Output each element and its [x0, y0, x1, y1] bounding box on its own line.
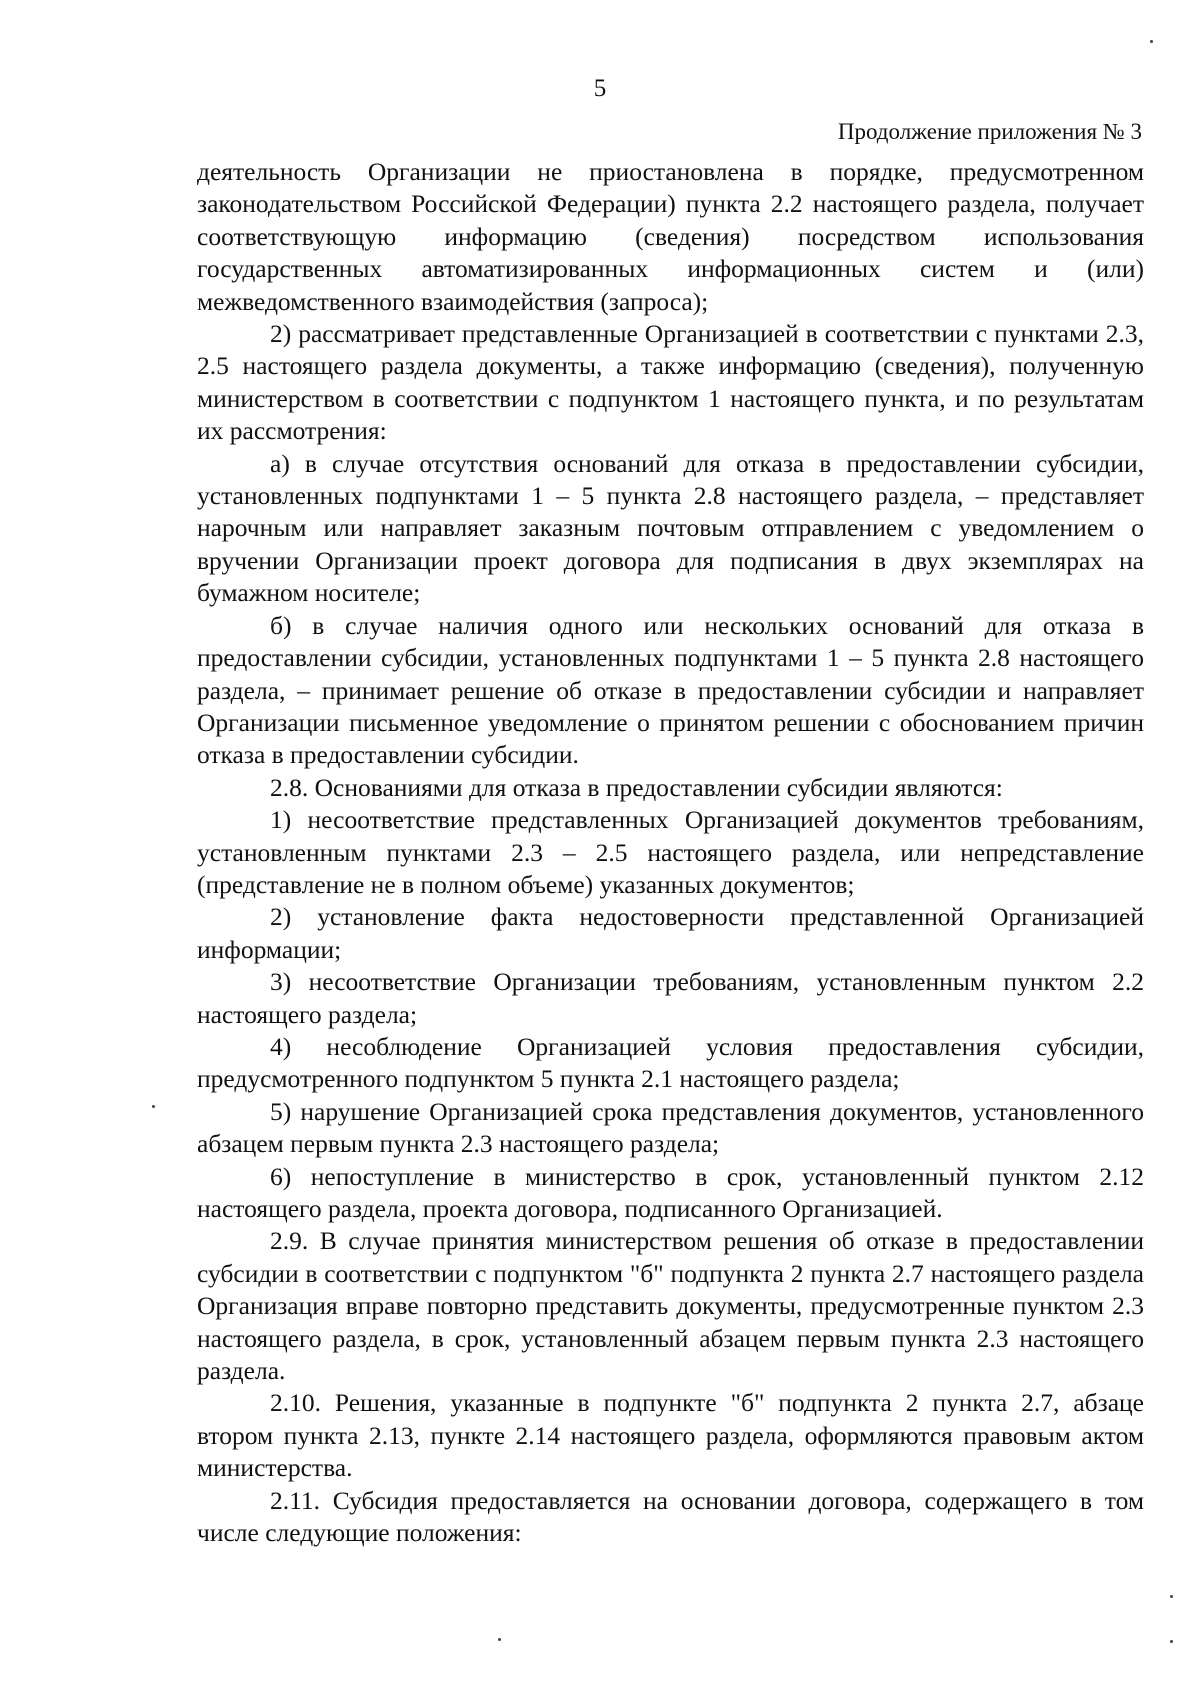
paragraph-ground-3: 3) несоответствие Организации требованиям, установленным пунктом 2.2 настоящего раздела; — [197, 967, 1144, 1029]
scan-speck — [1170, 1595, 1173, 1598]
paragraph-continuation: деятельность Организации не приостановлена в порядке, предусмотренном законодательством Российской Федерации) пункта 2.2 настоящего раздела, получает соответствующую информацию (сведения) посредством использования государственных автоматизированных информационных систем и (или) межведомственного взаимодействия (запроса); — [197, 157, 1144, 316]
page-number: 5 — [593, 75, 607, 102]
paragraph-ground-4: 4) несоблюдение Организацией условия предоставления субсидии, предусмотренного подпунктом 5 пункта 2.1 настоящего раздела; — [197, 1031, 1144, 1094]
document-body — [197, 156, 1144, 1549]
paragraph-ground-1: 1) несоответствие представленных Организацией документов требованиям, установленным пунктами 2.3 – 2.5 настоящего раздела, или непредставление (представление не в полном объеме) указанных документов; — [197, 805, 1144, 899]
appendix-continuation-note: Продолжение приложения № 3 — [837, 119, 1142, 144]
paragraph-item-2: 2) рассматривает представленные Организацией в соответствии с пунктами 2.3, 2.5 настоящего раздела документы, а также информацию (сведения), полученную министерством в соответствии с подпунктом 1 настоящего пункта, и по результатам их рассмотрения: — [197, 319, 1144, 446]
scan-speck — [498, 1638, 501, 1641]
scan-speck — [1170, 1640, 1173, 1643]
paragraph-section-2-8: 2.8. Основаниями для отказа в предоставлении субсидии являются: — [270, 772, 1003, 802]
paragraph-section-2-9: 2.9. В случае принятия министерством решения об отказе в предоставлении субсидии в соответствии с подпунктом "б" подпункта 2 пункта 2.7 настоящего раздела Организация вправе повторно представить документы, предусмотренные пунктом 2.3 настоящего раздела, в срок, установленный абзацем первым пункта 2.3 настоящего раздела. — [197, 1226, 1144, 1386]
paragraph-item-2b: б) в случае наличия одного или нескольких оснований для отказа в предоставлении субсидии, установленных подпунктами 1 – 5 пункта 2.8 настоящего раздела, – принимает решение об отказе в предоставлении субсидии и направляет Организации письменное уведомление о принятом решении с обоснованием причин отказа в предоставлении субсидии. — [197, 610, 1144, 770]
paragraph-section-2-11: 2.11. Субсидия предоставляется на основании договора, содержащего в том числе следующие положения: — [197, 1485, 1144, 1548]
paragraph-section-2-10: 2.10. Решения, указанные в подпункте "б" подпункта 2 пункта 2.7, абзаце втором пункта 2.13, пункте 2.14 настоящего раздела, оформляются правовым актом министерства. — [197, 1388, 1144, 1483]
scan-speck — [1150, 40, 1153, 43]
paragraph-item-2a: а) в случае отсутствия оснований для отказа в предоставлении субсидии, установленных подпунктами 1 – 5 пункта 2.8 настоящего раздела, – представляет нарочным или направляет заказным почтовым отправлением с уведомлением о вручении Организации проект договора для подписания в двух экземплярах на бумажном носителе; — [197, 448, 1144, 608]
scan-speck — [152, 1105, 155, 1108]
paragraph-ground-5: 5) нарушение Организацией срока представления документов, установленного абзацем первым пункта 2.3 настоящего раздела; — [197, 1096, 1144, 1159]
paragraph-ground-2: 2) установление факта недостоверности представленной Организацией информации; — [197, 902, 1144, 964]
paragraph-ground-6: 6) непоступление в министерство в срок, установленный пунктом 2.12 настоящего раздела, проекта договора, подписанного Организацией. — [197, 1161, 1144, 1223]
